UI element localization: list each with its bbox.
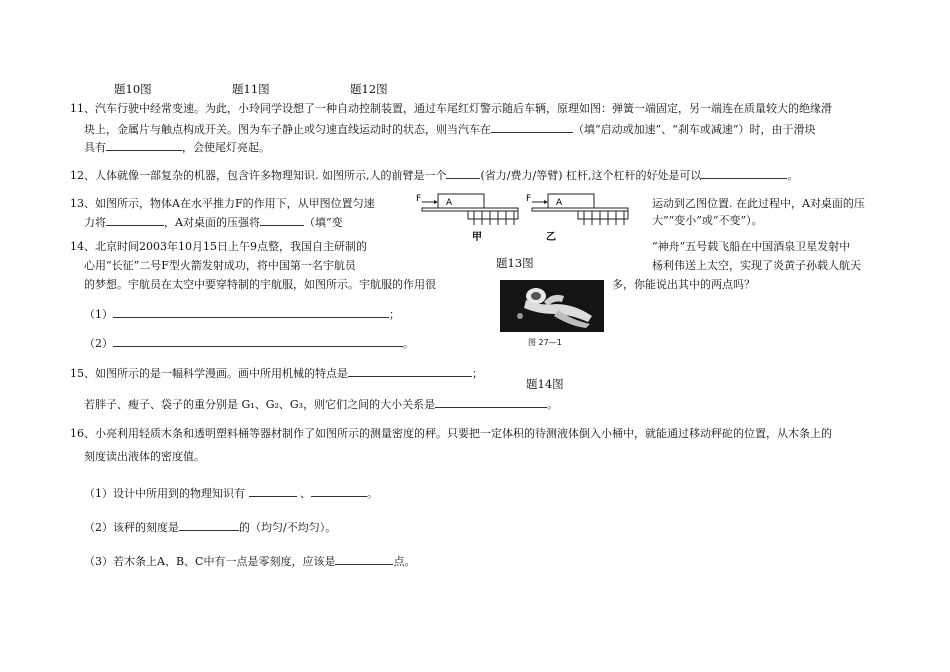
- q14-line3a: 的梦想。宇航员在太空中要穿特制的宇航服，如图所示。宇航服的作用很: [84, 278, 436, 291]
- block-a-yi: [548, 194, 594, 208]
- astronaut-photo: [500, 280, 604, 332]
- q16-sub1: [84, 485, 378, 501]
- q11-text-d: ，会使尾灯亮起。: [182, 141, 270, 154]
- fig10-label: 题10图: [114, 82, 152, 96]
- q16-sub3-end: 点。: [393, 555, 416, 568]
- q12-text-b: (省力/费力/等臂) 杠杆,这个杠杆的好处是可以: [480, 169, 702, 182]
- q16-line2: 刻度读出液体的密度值。: [84, 450, 205, 463]
- q16-sub2-end: 的（均匀/不均匀）。: [239, 521, 337, 534]
- label-yi: 乙: [546, 232, 556, 243]
- q11-line2: [84, 121, 816, 137]
- q16-blank-2[interactable]: [311, 485, 367, 497]
- q11-blank-2[interactable]: [106, 139, 182, 151]
- q13-blank-2[interactable]: [260, 214, 304, 226]
- q12-blank-2[interactable]: [701, 167, 787, 179]
- q15-line1: [70, 365, 483, 381]
- q11-text-b: （填“启动或加速”、“刹车或减速”）时，由于滑块: [573, 123, 816, 136]
- q14-blank-2[interactable]: [113, 335, 403, 347]
- q13-line2d: 大”“变小”或“不变”）。: [652, 214, 763, 227]
- q16-sub3-text: （3）若木条上A、B、C中有一点是零刻度，应该是: [84, 555, 336, 568]
- table-body-jia: [468, 211, 518, 219]
- table-body-yi: [578, 211, 628, 219]
- q16-blank-1[interactable]: [249, 485, 297, 497]
- q11-text-a: 块上，金属片与触点构成开关。图为车子静止或匀速直线运动时的状态，则当汽车在: [84, 123, 491, 136]
- q16-sub1-sep: 、: [300, 487, 311, 500]
- q14-answer1-label: （1）: [84, 308, 113, 321]
- q14-answer1: [84, 306, 400, 322]
- q13-line1a: 13、如图所示，物体A在水平推力F的作用下，从甲图位置匀速: [70, 197, 375, 210]
- q12-blank-1[interactable]: [446, 167, 480, 179]
- q16-sub2-text: （2）该秤的刻度是: [84, 521, 179, 534]
- q14-answer2-end: 。: [403, 337, 414, 350]
- q13-text-b: ，A对桌面的压强将: [164, 216, 260, 229]
- astronaut-caption: 图 27—1: [528, 338, 562, 347]
- q16-blank-4[interactable]: [335, 553, 393, 565]
- q14-line3b: 多，你能说出其中的两点吗？: [612, 278, 755, 291]
- q13-line2: [84, 214, 343, 230]
- fig13-label: 题13图: [496, 256, 534, 270]
- q16-blank-3[interactable]: [179, 519, 239, 531]
- q14-line1b: “神舟”五号载飞船在中国酒泉卫星发射中: [652, 240, 851, 253]
- q15-line2: [84, 396, 558, 412]
- q16-sub2: [84, 519, 336, 535]
- force-label-yi: F: [526, 194, 532, 204]
- q15-text-b: ；: [472, 367, 483, 380]
- force-arrowhead-yi: [544, 200, 548, 204]
- q14-answer1-end: ；: [389, 308, 400, 321]
- q15-text-c: 若胖子、瘦子、袋子的重分别是 G₁、G₂、G₃，则它们之间的大小关系是: [84, 398, 436, 411]
- q16-line1: 16、小亮利用轻质木条和透明塑料桶等器材制作了如图所示的测量密度的秤。只要把一定体积的待测液体倒入小桶中，就能通过移动秤砣的位置，从木条上的: [70, 427, 832, 440]
- q11-blank-1[interactable]: [491, 121, 573, 133]
- q14-line1a: 14、北京时间2003年10月15日上午9点整，我国自主研制的: [70, 240, 367, 253]
- q13-line1b: 运动到乙图位置. 在此过程中，A对桌面的压: [652, 197, 865, 210]
- q15-text-a: 15、如图所示的是一幅科学漫画。画中所用机械的特点是: [70, 367, 348, 380]
- q11-line1: 11、汽车行驶中经常变速。为此，小玲同学设想了一种自动控制装置，通过车尾红灯警示随后车辆，原理如图：弹簧一端固定，另一端连在质量较大的绝缘滑: [70, 102, 832, 115]
- block-a-label-yi: A: [556, 198, 563, 208]
- q16-sub1-end: 。: [367, 487, 378, 500]
- q15-text-d: 。: [547, 398, 559, 411]
- fig11-label: 题11图: [232, 82, 270, 96]
- block-a-label-jia: A: [446, 198, 453, 208]
- q15-blank-2[interactable]: [435, 396, 547, 408]
- q15-blank-1[interactable]: [348, 365, 472, 377]
- fig14-label: 题14图: [526, 377, 564, 391]
- q11-line3: [84, 139, 270, 155]
- q14-answer2: [84, 335, 414, 351]
- q16-sub3: [84, 553, 415, 569]
- force-arrowhead-jia: [434, 200, 438, 204]
- q12-line: [70, 167, 798, 183]
- q11-text-c: 具有: [84, 141, 106, 154]
- force-label-jia: F: [416, 194, 422, 204]
- label-jia: 甲: [472, 232, 482, 243]
- q16-sub1-text: （1）设计中所用到的物理知识有: [84, 487, 245, 500]
- q13-blank-1[interactable]: [106, 214, 164, 226]
- q12-text-a: 12、人体就像一部复杂的机器，包含许多物理知识. 如图所示,人的前臂是一个: [70, 169, 447, 182]
- q13-figure: [414, 190, 636, 246]
- q14-line2a: 心用“长征”二号F型火箭发射成功，将中国第一名宇航员: [84, 259, 356, 272]
- fig12-label: 题12图: [350, 82, 388, 96]
- q14-answer2-label: （2）: [84, 337, 113, 350]
- q12-text-c: 。: [787, 169, 799, 182]
- astronaut-image: [500, 280, 604, 332]
- q14-line2b: 杨利伟送上太空，实现了炎黄子孙载人航天: [652, 259, 861, 272]
- q14-blank-1[interactable]: [113, 306, 389, 318]
- block-a-jia: [438, 194, 484, 208]
- q13-text-a: 力将: [84, 216, 106, 229]
- q13-text-c: （填“变: [303, 216, 343, 229]
